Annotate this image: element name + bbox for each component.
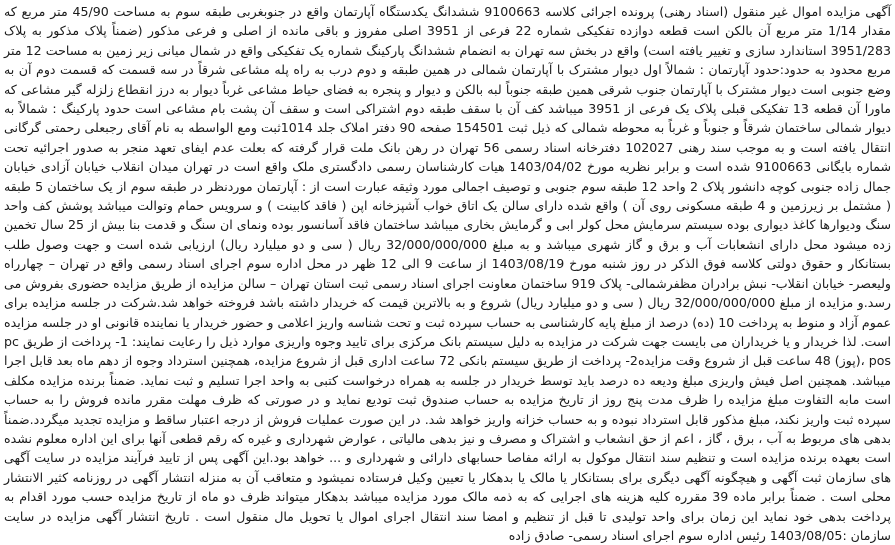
auction-notice-text: آگهی مزایده اموال غیر منقول (اسناد رهنی) پرونده اجرائی کلاسه 9100663 ششدانگ یکدستگاه آپارتمان واقع در جنوبغربی طبقه سوم به مساحت 45/90 متر مربع که مقدار 1/14 متر مربع آن بالکن است قطعه دوازده تفکیکی شماره 22 فرعی از 3951 اصلی مفروز و باقی مانده از اصلی و فرعی مذکور (ضمناً پلاک مذکور به پلاک 3951/283 استاندارد سازی و تغییر یافته است) واقع در بخش سه تهران به انضمام ششدانگ پارکینگ شماره یک تفکیکی واقع در شمال میانی زیر زمین به مساحت 12 متر مربع محدود به حدود:حدود آپارتمان : شمالاً اول دیوار مشترک با آپارتمان شمالی در همین طبقه و دوم درب به راه پله مشاعی شرقاً در سه قسمت که قسمت دوم آن به وضع جنوبی است دیوار مشترک با آپارتمان جنوب شرقی همین طبقه جنوباً لبه بالکن و دیوار و پنجره به فضای حیاط مشاعی غرباً دیوار به درز انقطاع زلزله گیر مشاعی که ماورا آن قطعه 13 تفکیکی قبلی پلاک یک فرعی از 3951 میباشد کف آن با سقف طبقه دوم اشتراکی است و سقف آن پشت بام مشاعی است حدود پارکینگ : شمالاً به دیوار شمالی ساختمان شرقاً و جنوباً و غرباً به محوطه شمالی که ذیل ثبت 154501 صفحه 90 دفتر املاک جلد 1014ثبت ومع الواسطه به نام آقای رجبعلی رحمتی گرگانی انتقال یافته است و به موجب سند رهنی 102027 دفترخانه اسناد رسمی 56 تهران در رهن بانک ملت قرار گرفته که بعلت عدم ایفای تعهد منجر به صدور اجرائیه تحت شماره بایگانی 9100663 شده است و برابر نظریه مورخ 1403/04/02 هیات کارشناسان رسمی دادگستری ملک واقع است در تهران میدان انقلاب خیابان آزادی خیابان جمال زاده جنوبی کوچه دانشور پلاک 2 واحد 12 طبقه سوم جنوبی و توصیف اجمالی مورد وثیقه عبارت است از : آپارتمان موردنظر در طبقه سوم از یک ساختمان 5 طبقه ( مشتمل بر زیرزمین و 4 طبقه مسکونی روی آن ) واقع شده دارای سالن یک اتاق خواب آشپزخانه اپن ( فاقد کابینت ) و سرویس حمام وتوالت میباشد پوشش کف واحد سنگ ودیوارها کاغذ دیواری بوده سیستم سرمایش محل کولر ابی و گرمایش بخاری میباشد ساختمان فاقد آسانسور بوده ونمای ان سنگ و قدمت بنا بیش از 25 سال تخمین زده میشود محل دارای انشعابات آب و برق و گاز شهری میباشد و به مبلغ 32/000/000/000 ریال ( سی و دو میلیارد ریال) ارزیابی شده است و جهت وصول طلب بستانکار و حقوق دولتی کلاسه فوق الذکر در روز شنبه مورخ 1403/08/19 از ساعت 9 الی 12 ظهر در محل اداره سوم اجرای اسناد رسمی واقع در تهران – چهارراه ولیعصر- خیابان انقلاب- نبش برادران مظفرشمالی- پلاک 919 ساختمان معاونت اجرای اسناد رسمی ثبت استان تهران – سالن مزایده از طریق مزایده حضوری بفروش می رسد.و مزایده از مبلغ 32/000/000/000 ریال ( سی و دو میلیارد ریال) شروع و به بالاترین قیمت که خریدار داشته باشد فروخته خواهد شد.شرکت در جلسه مزایده برای عموم آزاد و منوط به پرداخت 10 (ده) درصد از مبلغ پایه کارشناسی به حساب سپرده ثبت و تحت شناسه واریز اعلامی و حضور خریدار یا نماینده قانونی او در جلسه مزایده است. لذا خریدار و یا خریداران می بایست جهت شرکت در مزایده به دلیل سیستم بانک مرکزی برای تایید وجوه واریزی موارد ذیل را رعایت نمایند: 1- پرداخت از طریق pc pos ،(پوز) 48 ساعت قبل از شروع وقت مزایده2- پرداخت از طریق سیستم بانکی 72 ساعت اداری قبل از شروع مزایده، همچنین استرداد وجوه از دهم ماه بعد قابل اجرا میباشد. همچنین اصل فیش واریزی مبلغ ودیعه ده درصد باید توسط خریدار در جلسه به همراه درخواست کتبی به واحد اجرا تسلیم و ثبت نماید. ضمناً برنده مزایده مکلف است مابه التفاوت مبلغ مزایده را ظرف مدت پنج روز از تاریخ مزایده به حساب صندوق ثبت تودیع نماید و در صورتی که ظرف مهلت مقرر مانده فروش را به حساب سپرده ثبت واریز نکند، مبلغ مذکور قابل استرداد نبوده و به حساب خزانه واریز خواهد شد. در این صورت عملیات فروش از درجه اعتبار ساقط و مزایده تجدید میگردد.ضمناً بدهی های مربوط به آب ، برق ، گاز ، اعم از حق انشعاب و اشتراک و مصرف و نیز بدهی مالیاتی ، عوارض شهرداری و غیره که رقم قطعی آنها برای این اداره معلوم نشده است بعهده برنده مزایده است و تنظیم سند انتقال موکول به ارائه مفاصا حسابهای دارائی و شهرداری و ... خواهد بود.این آگهی پس از تایید فرآیند مزایده در سایت آگهی های سازمان ثبت آگهی و هیچگونه آگهی دیگری برای بستانکار یا مالک یا بدهکار یا تعیین وکیل فرستاده نمیشود و متعاقب آن به منزله انتشار آگهی در روزنامه کثیر الانتشار محلی است . ضمناً برابر ماده 39 مقرره کلیه هزینه های اجرایی که به ذمه مالک مورد مزایده میباشد بدهکار میتواند ظرف دو ماه از تاریخ مزایده حسب مورد اقدام به پرداخت بدهی خود نماید این زمان برای واحد تولیدی تا قبل از تنظیم و امضا سند انتقال اجرای اموال یا تحویل مال منقول است . تاریخ انتشار آگهی مزایده در سایت سازمان :1403/08/05 رئیس اداره سوم اجرای اسناد رسمی- صادق زاده xyxy=(4,4,892,543)
auction-notice xyxy=(4,2,892,543)
